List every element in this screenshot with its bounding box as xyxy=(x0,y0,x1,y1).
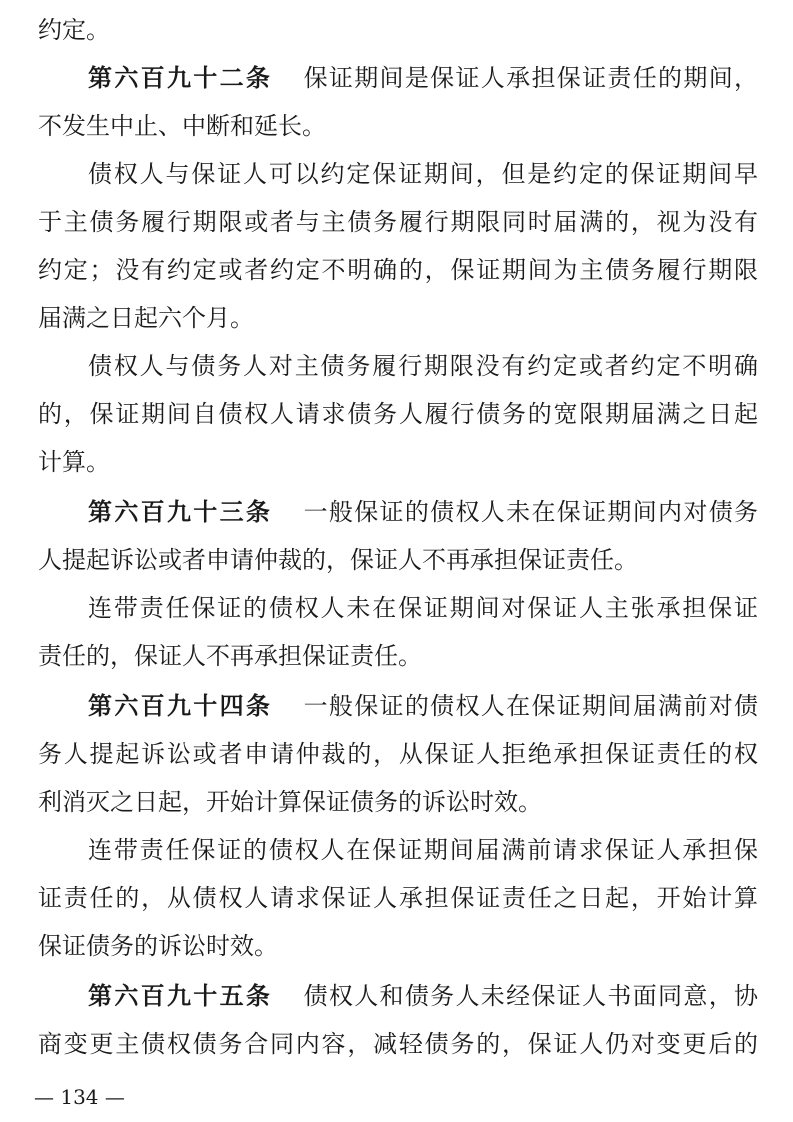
text-line-22: 商变更主债权债务合同内容，减轻债务的，保证人仍对变更后的 xyxy=(38,1030,758,1058)
text-line-12: 人提起诉讼或者申请仲裁的，保证人不再承担保证责任。 xyxy=(38,546,638,574)
text-line-8: 债权人与债务人对主债务履行期限没有约定或者约定不明确 xyxy=(88,352,758,380)
article-number: 第六百九十四条 xyxy=(88,692,273,720)
text-line-16: 务人提起诉讼或者申请仲裁的，从保证人拒绝承担保证责任的权 xyxy=(38,740,758,768)
text-line-7: 届满之日起六个月。 xyxy=(38,304,254,332)
text-line-17: 利消灭之日起，开始计算保证债务的诉讼时效。 xyxy=(38,788,542,816)
text-line-13: 连带责任保证的债权人未在保证期间对保证人主张承担保证 xyxy=(88,594,758,622)
article-692-heading: 第六百九十二条 保证期间是保证人承担保证责任的期间， xyxy=(88,64,758,92)
text-line-19: 证责任的，从债权人请求保证人承担保证责任之日起，开始计算 xyxy=(38,884,758,912)
text-line-6: 约定；没有约定或者约定不明确的，保证期间为主债务履行期限 xyxy=(38,256,758,284)
text-line-20: 保证债务的诉讼时效。 xyxy=(38,932,278,960)
text-line-4: 债权人与保证人可以约定保证期间，但是约定的保证期间早 xyxy=(88,160,758,188)
text-line-3: 不发生中止、中断和延长。 xyxy=(38,112,326,140)
text-line-10: 计算。 xyxy=(38,448,110,476)
text-line-18: 连带责任保证的债权人在保证期间届满前请求保证人承担保 xyxy=(88,836,758,864)
article-number: 第六百九十三条 xyxy=(88,498,273,526)
text-line-1: 约定。 xyxy=(38,16,110,44)
text-line-9: 的，保证期间自债权人请求债务人履行债务的宽限期届满之日起 xyxy=(38,400,758,428)
text-line-14: 责任的，保证人不再承担保证责任。 xyxy=(38,642,422,670)
article-number: 第六百九十五条 xyxy=(88,982,273,1010)
text-line-5: 于主债务履行期限或者与主债务履行期限同时届满的，视为没有 xyxy=(38,208,758,236)
page-number: — 134 — xyxy=(34,1085,125,1109)
article-number: 第六百九十二条 xyxy=(88,64,273,92)
article-694-heading: 第六百九十四条 一般保证的债权人在保证期间届满前对债 xyxy=(88,692,758,720)
article-693-heading: 第六百九十三条 一般保证的债权人未在保证期间内对债务 xyxy=(88,498,758,526)
article-695-heading: 第六百九十五条 债权人和债务人未经保证人书面同意，协 xyxy=(88,982,758,1010)
